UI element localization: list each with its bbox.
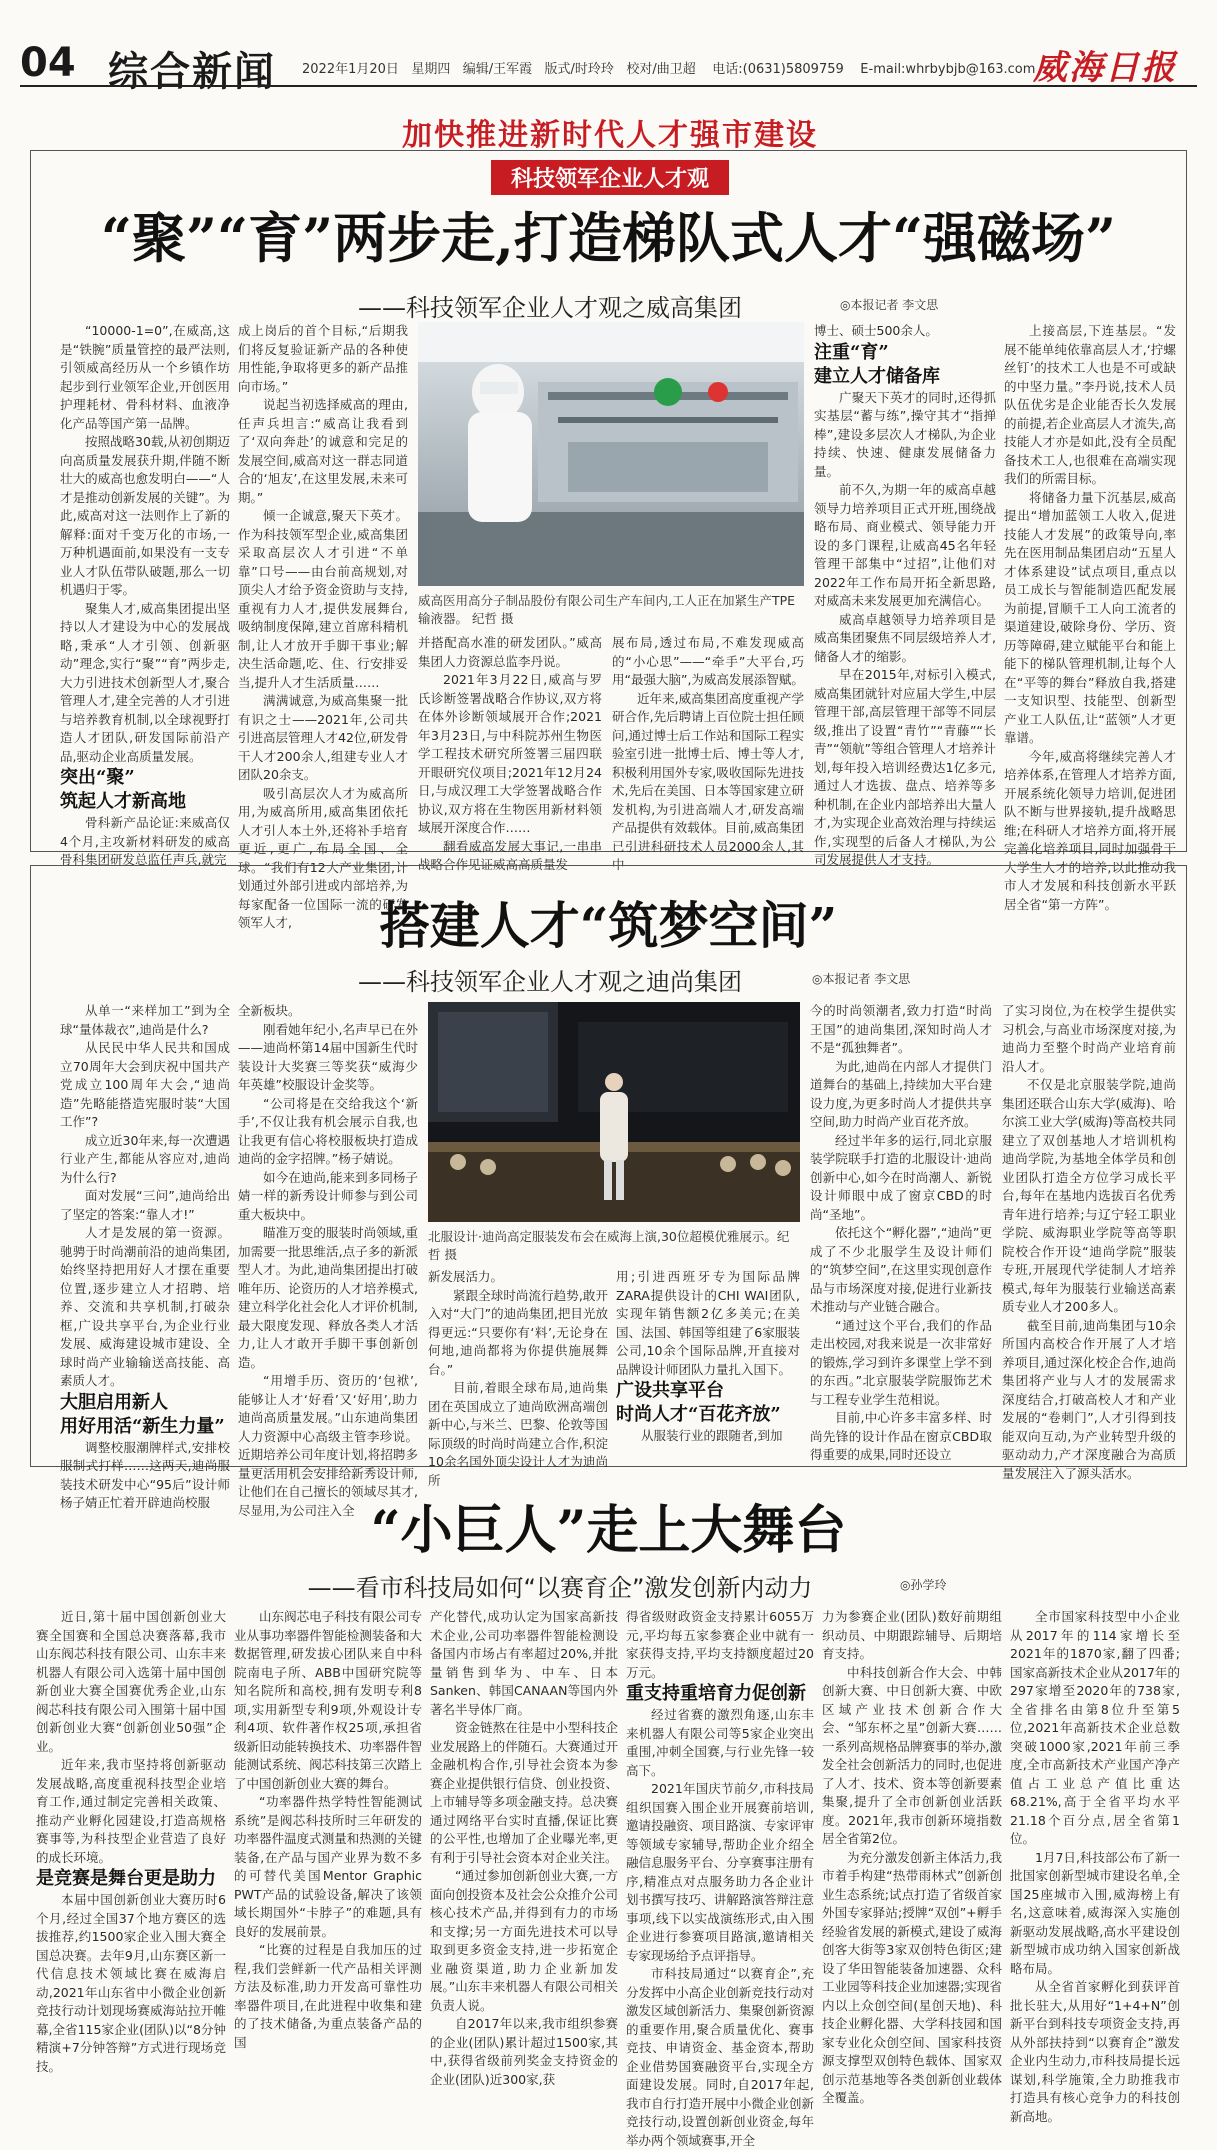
subheading: 注重“育” 建立人才储备库 bbox=[814, 341, 940, 387]
issue-weekday: 星期四 bbox=[411, 62, 451, 77]
paragraph: 自2017年以来,我市组织参赛的企业(团队)累计超过1500家,其中,获得省级前列奖金支持资金的企业(团队)近300家,获 bbox=[430, 2016, 618, 2087]
section-name: 综合新闻 bbox=[108, 49, 276, 95]
paragraph: 今的时尚领潮者,致力打造“时尚王国”的迪尚集团,深知时尚人才不是“孤独舞者”。 bbox=[810, 1003, 992, 1055]
article-3-column-4 bbox=[626, 1608, 814, 2148]
article-2-column-1 bbox=[60, 1002, 230, 1510]
paragraph: 市科技局通过“以赛育企”,充分发挥中小高企业创新竞技行动对激发区域创新活力、集聚创新资源的重要作用,聚合质量优化、赛事竞技、申请资金、基金资本,帮助企业借势国赛融资平台,实现全方面建设发展。同时,自2017年起,我市自行打造开展中小微企业创新竞技行动,设置创新创业资金,每年举办两个领域赛事,开全 bbox=[626, 1966, 814, 2148]
paragraph: 从单一“来样加工”到为全球“量体裁衣”,迪尚是什么? bbox=[60, 1003, 230, 1037]
banner-title: 加快推进新时代人才强市建设 bbox=[402, 118, 818, 153]
factory-photo-caption: 威高医用高分子制品股份有限公司生产车间内,工人正在加紧生产TPE输液器。 纪哲 摄 bbox=[418, 593, 796, 626]
paragraph: 本届中国创新创业大赛历时6个月,经过全国37个地方赛区的选拔推荐,约1500家企业入围大赛全国总决赛。去年9月,山东赛区新一代信息技术领域比赛在威海启动,2021年山东省中小微企业创新竞技行动计划现场赛威海站拉开帷幕,全省115家企业(团队)以“8分钟精演+7分钟答辩”方式进行现场竞技。 bbox=[36, 1892, 226, 2074]
fashion-show-photo bbox=[428, 1002, 800, 1222]
paragraph: 了实习岗位,为在校学生提供实习机会,与高业市场深度对接,为迪尚力至整个时尚产业培育前沿人才。 bbox=[1002, 1003, 1176, 1074]
paragraph: 近日,第十届中国创新创业大赛全国赛和全国总决赛落幕,我市山东阀芯科技有限公司、山东丰来机器人有限公司入选第十届中国创新创业大赛全国赛优秀企业,山东阀芯科技有限公司入围第十届中国创新创业大赛“创新创业50强”企业。 bbox=[36, 1609, 226, 1754]
paragraph: “10000-1=0”,在威高,这是“铁腕”质量管控的最严法则,引领威高经历从一个乡镇作坊起步到行业领军企业,开创医用护理耗材、骨科材料、血液净化产品等国产第一品牌。 bbox=[60, 323, 230, 431]
paragraph: 并搭配高水准的研发团队。”威高集团人力资源总监李丹说。 bbox=[418, 635, 602, 669]
paragraph: 从民民中华人民共和国成立70周年大会到庆祝中国共产党成立100周年大会,“迪尚造”先略能搭造宪服时装“大国工作”? bbox=[60, 1040, 230, 1129]
paragraph: 中科技创新合作大会、中韩创新大赛、中日创新大赛、中欧区域产业技术创新合作大会、“邹东杯之星”创新大赛……一系列高规格品牌赛事的举办,激发全社会创新活力的同时,也促进了人才、技术、资本等创新要素集聚,提升了全市创新创业活跃度。2021年,我市创新环境指数居全省第2位。 bbox=[822, 1664, 1002, 1846]
factory-photo-image bbox=[418, 322, 804, 586]
paragraph: 刚看她年纪小,名声早已在外——迪尚杯第14届中国新生代时装设计大奖赛三等奖获“威海少年英雄”校服设计金奖等。 bbox=[238, 1021, 418, 1092]
paragraph: 说起当初选择威高的理由,任声兵坦言:“威高让我看到了‘双向奔赴’的诚意和完足的发展空间,威高对这一群志同道合的‘旭友’,在这里发展,未来可期。” bbox=[238, 397, 408, 505]
paragraph: 调整校服潮牌样式,安排校服制式打样……这两天,迪尚服装技术研发中心“95后”设计师杨子婧正忙着开辟迪尚校服 bbox=[60, 1439, 230, 1510]
article-2-column-6 bbox=[1002, 1002, 1176, 1481]
subheading: 广设共享平台 时尚人才“百花齐放” bbox=[616, 1380, 781, 1425]
paragraph: 2021年国庆节前夕,市科技局组织国赛入围企业开展赛前培训,邀请投融资、项目路演、专家评审等领域专家辅导,帮助企业介绍全融信息服务平台、分享赛事注册有序,精准点对点服务助力各企业计划书撰写技巧、讲解路演答辩注意事项,线下以实战演练形式,由入围企业进行参赛项目路演,邀请相关专家现场给予点评指导。 bbox=[626, 1781, 814, 1963]
subheading: 突出“聚” 筑起人才新高地 bbox=[60, 767, 186, 812]
article-1-column-5 bbox=[814, 322, 996, 867]
article-1-column-1 bbox=[60, 322, 230, 867]
paragraph: 目前,中心许多丰富多样、时尚先锋的设计作品在窗京CBD取得重要的成果,同时还设立 bbox=[810, 1410, 992, 1462]
article-2-column-5 bbox=[810, 1002, 992, 1462]
paragraph: 经过半年多的运行,同北京服装学院联手打造的北服设计·迪尚创新中心,如今在时尚潮人、新锐设计师眼中成了窗京CBD的时尚“圣地”。 bbox=[810, 1132, 992, 1222]
article-2-column-4 bbox=[616, 1268, 800, 1456]
paragraph: 博士、硕士500余人。 bbox=[814, 323, 938, 338]
article-2-column-3 bbox=[428, 1268, 608, 1488]
paragraph: 面对发展“三问”,迪尚给出了坚定的答案:“靠人才!” bbox=[60, 1188, 230, 1222]
article-2-subtitle: ——科技领军企业人才观之迪尚集团 bbox=[358, 968, 742, 996]
paragraph: 1月7日,科技部公布了新一批国家创新型城市建设名单,全国25座城市入围,威海榜上有名,这意味着,威海深入实施创新驱动发展战略,高水平建设创新型城市成功纳入国家创新战略布局。 bbox=[1010, 1849, 1180, 1976]
paragraph: 从服装行业的跟随者,到加 bbox=[641, 1428, 783, 1443]
paragraph: 为此,迪尚在内部人才提供门道舞台的基础上,持续加大平台建设力度,为更多时尚人才提供共享空间,助力时尚产业百花齐放。 bbox=[810, 1058, 992, 1129]
masthead-logo: 威海日报 bbox=[1033, 48, 1177, 88]
banner-subtitle: 科技领军企业人才观 bbox=[491, 160, 729, 195]
paragraph: 倾一企诚意,聚天下英才。作为科技领军型企业,威高集团采取高层次人才引进“不单靠”口号——由台前高规划,对顶尖人才给予资金资助与支持,重视有力人才,提供发展舞台,吸纳制度保障,建立首席科精机制,让人才放开手脚干事业;解决生活命题,吃、住、行安排妥当,提升人才生活质量…… bbox=[238, 508, 408, 690]
contact-phone: 电话:(0631)5809759 bbox=[712, 62, 844, 77]
article-2-title: 搭建人才“筑梦空间” bbox=[379, 896, 838, 955]
article-1-column-4 bbox=[612, 634, 804, 872]
article-3-title: “小巨人”走上大舞台 bbox=[370, 1500, 847, 1561]
subheading: 重支持重培育力促创新 bbox=[626, 1683, 806, 1704]
article-1-byline: ◎本报记者 李文思 bbox=[840, 298, 939, 312]
article-1-subtitle: ——科技领军企业人才观之威高集团 bbox=[358, 294, 742, 322]
paragraph: 依托这个“孵化器”,“迪尚”更成了不少北服学生及设计师们的“筑梦空间”,在这里实现创意作品与市场深度对接,促进行业新技术推动与产业链合融合。 bbox=[810, 1225, 992, 1314]
paragraph: 为充分激发创新主体活力,我市着手构建“热带雨林式”创新创业生态系统;试点打造了省级首家外国专家驿站;授牌“双创”+孵手经验省发展的新模式,建设了威海创客大街等3家双创特色街区;建设了华田智能装备加速器、众科工业园等科技企业加速器;实现省内以上众创空间(星创天地)、科技企业孵化器、大学科技园和国家专业化众创空间、国家科技资源支撑型双创特色载体、国家双创示范基地等各类创新创业载体全覆盖。 bbox=[822, 1849, 1002, 2105]
paragraph: 全新板块。 bbox=[238, 1003, 301, 1018]
article-1-column-2 bbox=[238, 322, 408, 930]
paragraph: 资金链熬在往是中小型科技企业发展路上的伴随石。大赛通过开金融机构合作,引导社会资本为参赛企业提供银行信贷、创业投资、上市辅导等多项金融支持。总决赛通过网络平台实时直播,保证比赛的公平性,也增加了企业曝光率,更有利于引导社会资本对企业关注。 bbox=[430, 1720, 618, 1865]
paragraph: 将储备力量下沉基层,威高提出“增加蓝领工人收入,促进技能人才发展”的政策导向,率先在医用制品集团启动“五星人才体系建设”试点项目,重点以员工成长与智能制造匹配发展为前提,冒顺千工人向工流者的渠道建设,破除身份、学历、资历等障碍,建立赋能平台和能上能下的梯队管理机制,让每个人在“平等的舞台”释放自我,搭建一支知识型、技能型、创新型产业工人队伍,让“蓝领”人才更靠谱。 bbox=[1004, 489, 1176, 745]
article-3-subtitle: ——看市科技局如何“以赛育企”激发创新内动力 bbox=[307, 1574, 813, 1602]
paragraph: 上接高层,下连基层。“发展不能单纯依靠高层人才,‘拧螺丝钉’的技术工人也是不可或缺的中坚力量。”李丹说,技术人员队伍优劣是企业能否长久发展的前提,若企业高层人才流失,高技能人才亦是如此,没有全员配备技术工人,也很难在高端实现我们的所需目标。 bbox=[1004, 323, 1176, 486]
paragraph: 骨科新产品论证:来威高仅4个月,主攻新材料研发的威高骨科集团研发总监任声兵,就完 bbox=[60, 815, 230, 867]
article-1-column-6 bbox=[1004, 322, 1176, 912]
paragraph: 如今在迪尚,能来到多同杨子婧一样的新秀设计师参与到公司重大板块中。 bbox=[238, 1169, 418, 1222]
paragraph: 得省级财政资金支持累计6055万元,平均每五家参赛企业中就有一家获得支持,平均支持额度超过20万元。 bbox=[626, 1609, 814, 1680]
page-header bbox=[0, 0, 1217, 95]
paragraph: 山东阀芯电子科技有限公司专业从事功率器件智能检测装备和大数据管理,研发拔心团队来自中科院南电子所、ABB中国研究院等知名院所和高校,拥有发明专利8项,实用新型专利9项,外观设计专利4项、软件著作权25项,承担省级新旧动能转换技术、功率器件智能测试系统、阀芯科技第三次踏上了中国创新创业大赛的舞台。 bbox=[234, 1609, 422, 1791]
page-meta bbox=[302, 58, 1035, 77]
subheading: 是竞赛是舞台更是助力 bbox=[36, 1868, 216, 1889]
article-2-byline: ◎本报记者 李文思 bbox=[812, 972, 911, 986]
header-rule bbox=[20, 85, 1197, 87]
article-3-column-6 bbox=[1010, 1608, 1180, 2124]
paragraph: 近年来,我市坚持将创新驱动发展战略,高度重视科技型企业培育工作,通过制定完善相关政策、推动产业孵化园建设,打造高规格赛事等,为科技型企业营造了良好的成长环境。 bbox=[36, 1757, 226, 1865]
contact-email: E-mail:whrbybjb@163.com bbox=[860, 62, 1036, 77]
paragraph: 满满诚意,为威高集聚一批有识之士——2021年,公司共引进高层管理人才42位,研发骨干人才200余人,组建专业人才团队20余支。 bbox=[238, 693, 408, 782]
paragraph: 今年,威高将继续完善人才培养体系,在管理人才培养方面,开展系统化领导力培训,促进团队不断与世界接轨,提升战略思维;在科研人才培养方面,将开展完善化培养项目,同时加强骨干大学生人才的培养,以此推动我市人才发展和科技创新水平跃居全省“第一方阵”。 bbox=[1004, 748, 1176, 912]
subheading: 大胆启用新人 用好用活“新生力量” bbox=[60, 1391, 225, 1437]
issue-date: 2022年1月20日 bbox=[302, 62, 399, 77]
paragraph: “通过这个平台,我们的作品走出校园,对我来说是一次非常好的锻炼,学习到许多课堂上学不到的东西。”北京服装学院服饰艺术与工程专业学生范相说。 bbox=[810, 1317, 992, 1407]
paragraph: 经过省赛的激烈角逐,山东丰来机器人有限公司等5家企业突出重围,冲刺全国赛,与行业先锋一较高下。 bbox=[626, 1707, 814, 1778]
paragraph: 翻看威高发展大事记,一串串战略合作见证威高高质量发 bbox=[418, 838, 602, 872]
paragraph: 目前,着眼全球布局,迪尚集团在英国成立了迪尚欧洲高端创新中心,与米兰、巴黎、伦敦等国际顶级的时尚时尚建立合作,积淀10余名国外顶尖设计人才为迪尚所 bbox=[428, 1380, 608, 1488]
article-1-column-3 bbox=[418, 634, 602, 872]
article-3-byline: ◎孙学玲 bbox=[900, 1578, 947, 1592]
paragraph: 前不久,为期一年的威高卓越领导力培养项目正式开班,围绕战略布局、商业模式、领导能力开设的多门课程,让威高45名年轻管理干部集中“过招”,让他们对2022年工作布局开拓全新思路,对威高未来发展更加充满信心。 bbox=[814, 482, 996, 608]
paragraph: 近年来,威高集团高度重视产学研合作,先后聘请上百位院士担任顾问,通过博士后工作站和国际工程实验室引进一批博士后、博士等人才,积极利用国外专家,吸收国际先进技术,先后在美国、日本等国家建立研发机构,为引进高端人才,研发高端产品提供有效载体。目前,威高集团已引进科研技术人员2000余人,其中 bbox=[612, 690, 804, 872]
fashion-show-photo-caption: 北服设计·迪尚高定服装发布会在威海上演,30位超模优雅展示。纪哲 摄 bbox=[428, 1229, 790, 1262]
article-3-column-5 bbox=[822, 1608, 1002, 2105]
paragraph: 展布局,透过布局,不难发现威高的“小心思”——“牵手”大平台,巧用“最强大脑”,为威高发展添智赋。 bbox=[612, 635, 804, 687]
paragraph: 广聚天下英才的同时,还得抓实基层“蓄与练”,操守其才“指掸棒”,建设多层次人才梯队,为企业持续、快速、健康发展储备力量。 bbox=[814, 389, 996, 479]
paragraph: 吸引高层次人才为威高所用,为威高所用,威高集团依托人才引人本土外,还将补手培育更近,更广,布局全国、全球。“我们有12大产业集团,计划通过外部引进或内部培养,为每家配备一位国际一流的研发领军人才, bbox=[238, 785, 408, 930]
paragraph: 产化替代,成功认定为国家高新技术企业,公司功率器件智能检测设备国内市场占有率超过20%,并批量销售到华为、中车、日本Sanken、韩国CANAAN等国内外著名半导体厂商。 bbox=[430, 1609, 618, 1717]
paragraph: 瞄准万变的服装时尚领域,重加需要一批思维活,点子多的新派型人才。为此,迪尚集团提出打破唯年历、论资历的人才培养模式,建立科学化社会化人才评价机制,最大限度发现、释放各类人才活力,让人才敢开手脚干事创新创造。 bbox=[238, 1225, 418, 1370]
paragraph: 按照战略30载,从初创期迈向高质量发展获升期,伴随不断壮大的威高也愈发明白——“人才是推动创新发展的关键”。为此,威高对这一法则作上了新的解释:面对千变万化的市场,一万种机遇面前,如果没有一支专业人才队伍带队破题,那么一切机遇归于零。 bbox=[60, 434, 230, 597]
paragraph: “比赛的过程是自我加压的过程,我们尝鲜新一代产品相关评测方法及标准,助力开发高可靠性功率器件项目,在此进程中收集和建的了技术储备,为重点装备产品的国 bbox=[234, 1942, 422, 2050]
paragraph: 早在2015年,对标引入模式,威高集团就针对应届大学生,中层管理干部,高层管理干部等不同层级,推出了设置“青竹”“青藤”“长青”“领航”等组合管理人才培养计划,每年投入培训经费达1亿多元,通过人才选拔、盘点、培养等多种机制,在企业内部培养出大量人才,为实现企业高效治理与持续运作,实现型的后备人才梯队,为公司发展提供人才支持。 bbox=[814, 667, 996, 867]
article-3-column-2 bbox=[234, 1608, 422, 2048]
paragraph: 聚集人才,威高集团提出坚持以人才建设为中心的发展战略,秉承“人才引领、创新驱动”理念,实行“聚”“育”两步走,大力引进技术创新型人才,聚合管理人才,建全完善的人才引进与培养教育机制,以全球视野打造人才团队,研发国际前沿产品,驱动企业高质量发展。 bbox=[60, 600, 230, 764]
editor-credit: 编辑/王军霞 bbox=[462, 62, 533, 77]
paragraph: “通过参加创新创业大赛,一方面向创投资本及社会公众推介公司核心技术产品,并得到有力的市场和支撑;另一方面先进技术可以导取到更多资金支持,进一步拓宽企业融资渠道,助力企业新加发展。”山东丰来机器人有限公司相关负责人说。 bbox=[430, 1868, 618, 2013]
factory-photo bbox=[418, 322, 804, 586]
paragraph: 新发展活力。 bbox=[428, 1269, 504, 1284]
paragraph: 用;引进西班牙专为国际品牌ZARA提供设计的CHI WAI团队,实现年销售额2亿多美元;在美国、法国、韩国等组建了6家服装公司,10余个国际品牌,开直接对品牌设计师团队力量扎入国下。 bbox=[616, 1269, 800, 1377]
paragraph: 从全省首家孵化到获评首批长驻大,从用好“1+4+N”创新平台到科技专项资金支持,再从外部扶持到“以赛育企”激发企业内生动力,市科技局提长远谋划,科学施策,全力助推我市打造具有核心竞争力的科技创新高地。 bbox=[1010, 1979, 1180, 2124]
layout-credit: 版式/时玲玲 bbox=[544, 62, 614, 77]
paragraph: 2021年3月22日,威高与罗氏诊断签署战略合作协议,双方将在体外诊断领域展开合作;2021年3月23日,与中科院苏州生物医学工程技术研究所签署三届四联开眼研究仪项目;2021年12月24日,与成汉理工大学签署战略合作协议,双方将在生物医用新材料领域展开深度合作…… bbox=[418, 672, 602, 835]
article-2-column-2 bbox=[238, 1002, 418, 1518]
paragraph: 成上岗后的首个目标,“后期我们将反复验证新产品的各种使用性能,争取将更多的新产品推向市场。” bbox=[238, 323, 408, 394]
paragraph: 力为参赛企业(团队)数好前期组织动员、中期跟踪辅导、后期培育支持。 bbox=[822, 1609, 1002, 1661]
paragraph: 紧跟全球时尚流行趋势,敢开入对“大门”的迪尚集团,把目光放得更远:“只要你有‘料’,无论身在何地,迪尚都将为你提供施展舞台。” bbox=[428, 1287, 608, 1377]
page-number: 04 bbox=[20, 40, 76, 86]
paragraph: 全市国家科技型中小企业从2017年的114家增长至2021年的1870家,翻了四番;国家高新技术企业从2017年的297家增至2020年的738家,全省排名由第8位升至第5位,2021年高新技术企业总数突破1000家,2021年前三季度,全市高新技术产业国产净产值占工业总产值比重达68.21%,高于全省平均水平21.18个百分点,居全省第1位。 bbox=[1010, 1609, 1180, 1846]
paragraph: 人才是发展的第一资源。驰骋于时尚潮前沿的迪尚集团,始终坚持把用好人才摆在重要位置,逐步建立人才招聘、培养、交流和共享机制,打破杂框,广设共享平台,为企业行业发展、威海建设城市建设、全球时尚产业输输送高技能、高素质人才。 bbox=[60, 1225, 230, 1388]
paragraph: “功率器件热学特性智能测试系统”是阀芯科技所时三年研发的功率器件温度式测量和热测的关键装备,在产品与国产业界为数不多的可替代美国Mentor Graphic PWT产品的试验设备,解决了该领域长期国外“卡脖子”的难题,具有良好的发展前景。 bbox=[234, 1794, 422, 1939]
paragraph: “公司将是在交给我这个‘新手’,不仅让我有机会展示自我,也让我更有信心将校服板块打造成迪尚的金字招牌。”杨子婧说。 bbox=[238, 1095, 418, 1166]
article-3-column-3 bbox=[430, 1608, 618, 2087]
paragraph: 截至目前,迪尚集团与10余所国内高校合作开展了人才培养项目,通过深化校企合作,迪尚集团将产业与人才的发展需求深度结合,打破高校人才和产业发展的“卷刺门”,人才引得到技能双向互动,为产业转型升级的驱动动力,产才深度融合为高质量发展注入了源头活水。 bbox=[1002, 1317, 1176, 1481]
paragraph: 不仅是北京服装学院,迪尚集团还联合山东大学(威海)、哈尔滨工业大学(威海)等高校共同建立了双创基地人才培训机构迪尚学院,为基地全体学员和创业团队打造全方位学习成长平台,每年在基地内选拔百名优秀青年进行培养;与辽宁轻工职业学院、威海职业学院等高等职院校合作开设“迪尚学院”服装专班,开展现代学徒制人才培养模式,每年为服装行业输送高素质专业人才200多人。 bbox=[1002, 1077, 1176, 1314]
article-1-title: “聚”“育”两步走,打造梯队式人才“强磁场” bbox=[100, 206, 1117, 270]
proof-credit: 校对/曲卫超 bbox=[626, 62, 696, 77]
paragraph: “用增手历、资历的‘包袱’,能够让人才‘好看’又‘好用’,助力迪尚高质量发展。”山东迪尚集团人力资源中心高级主管李珍说。近期培养公司年度计划,将招聘多量更活用机会安排给新秀设计师,让他们在自己擅长的领域尽其才,尽显用,为公司注入全 bbox=[238, 1373, 418, 1518]
fashion-show-photo-image bbox=[428, 1002, 800, 1222]
paragraph: 成立近30年来,每一次遭遇行业产生,都能从容应对,迪尚为什么行? bbox=[60, 1132, 230, 1185]
paragraph: 威高卓越领导力培养项目是威高集团聚焦不同层级培养人才,储备人才的缩影。 bbox=[814, 611, 996, 664]
article-3-column-1 bbox=[36, 1608, 226, 2074]
